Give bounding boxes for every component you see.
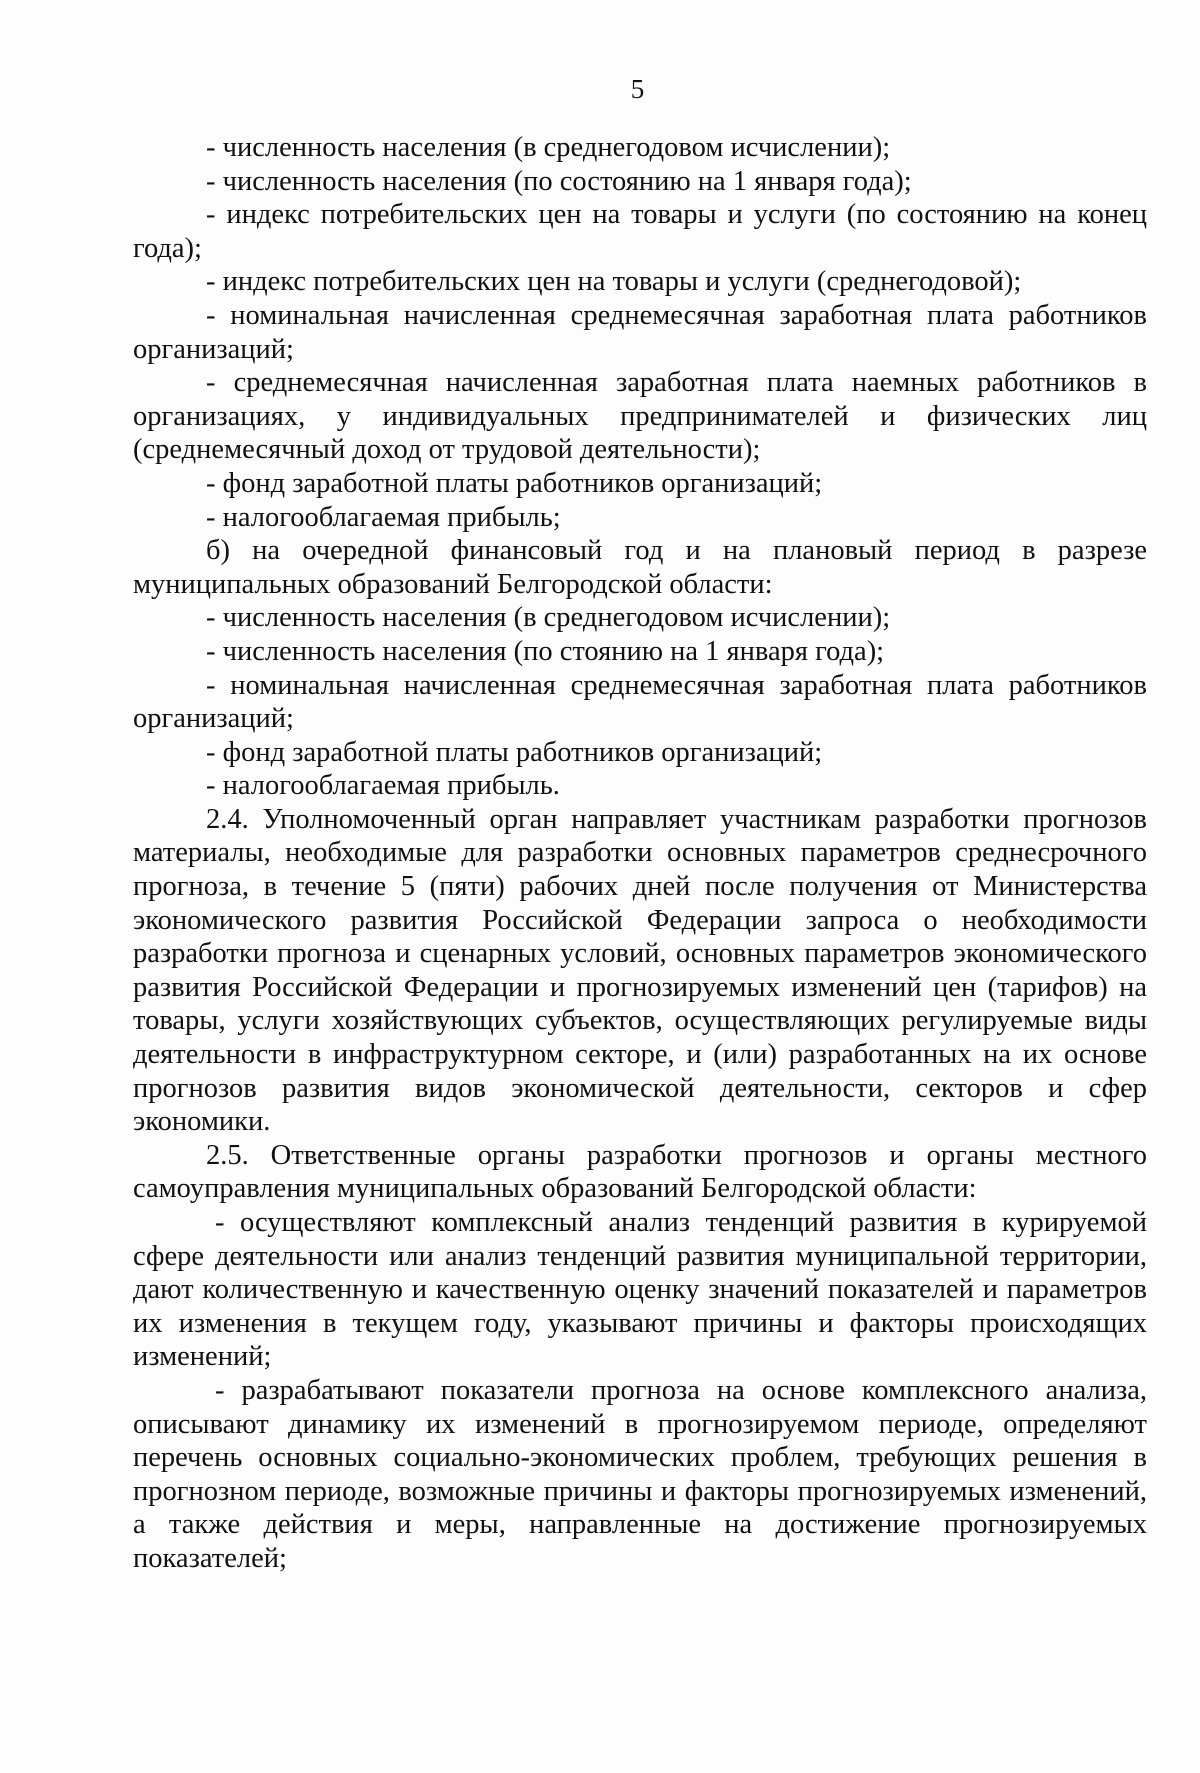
paragraph-14: - налогооблагаемая прибыль. <box>206 770 560 802</box>
paragraph-10: - численность населения (в среднегодовом исчислении); <box>206 602 891 634</box>
paragraph-15: 2.4. Уполномоченный орган направляет участникам разработки прогнозов материалы, необходимые для разработки основных параметров среднесрочного прогноза, в течение 5 (пяти) рабочих дней после получения от Министерства экономического развития Российской Федерации запроса о необходимости разработки прогноза и сценарных условий, основных параметров экономического развития Российской Федерации и прогнозируемых изменений цен (тарифов) на товары, услуги хозяйствующих субъектов, осуществляющих регулируемые виды деятельности в инфраструктурном секторе, и (или) разработанных на их основе прогнозов развития видов экономической деятельности, секторов и сфер экономики. <box>133 803 1147 1138</box>
paragraph-17: - осуществляют комплексный анализ тенденций развития в курируемой сфере деятельности или анализ тенденций развития муниципальной территории, дают количественную и качественную оценку значений показателей и параметров их изменения в текущем году, указывают причины и факторы происходящих изменений; <box>133 1207 1147 1373</box>
paragraph-7: - фонд заработной платы работников организаций; <box>206 467 823 499</box>
paragraph-9: б) на очередной финансовый год и на плановый период в разрезе муниципальных образований Белгородской области: <box>133 535 1147 600</box>
paragraph-2: - численность населения (по состоянию на 1 января года); <box>206 165 912 197</box>
paragraph-12: - номинальная начисленная среднемесячная заработная плата работников организаций; <box>133 669 1147 735</box>
paragraph-16: 2.5. Ответственные органы разработки прогнозов и органы местного самоуправления муниципальных образований Белгородской области: <box>133 1139 1147 1205</box>
paragraph-4: - индекс потребительских цен на товары и услуги (среднегодовой); <box>206 266 1022 298</box>
document-body <box>133 131 1147 1576</box>
paragraph-1: - численность населения (в среднегодовом исчислении); <box>206 132 891 163</box>
paragraph-8: - налогооблагаемая прибыль; <box>206 501 561 533</box>
paragraph-6: - среднемесячная начисленная заработная плата наемных работников в организациях, у индивидуальных предпринимателей и физических лиц (среднемесячный доход от трудовой деятельности); <box>133 367 1147 466</box>
paragraph-18: - разрабатывают показатели прогноза на основе комплексного анализа, описывают динамику их изменений в прогнозируемом периоде, определяют перечень основных социально-экономических проблем, требующих решения в прогнозном периоде, возможные причины и факторы прогнозируемых изменений, а также действия и меры, направленные на достижение прогнозируемых показателей; <box>133 1374 1147 1574</box>
page-number: 5 <box>630 74 645 104</box>
paragraph-5: - номинальная начисленная среднемесячная заработная плата работников организаций; <box>133 299 1147 365</box>
paragraph-11: - численность населения (по стоянию на 1 января года); <box>206 635 885 667</box>
paragraph-3: - индекс потребительских цен на товары и услуги (по состоянию на конец года); <box>133 199 1147 264</box>
paragraph-13: - фонд заработной платы работников организаций; <box>206 736 823 768</box>
